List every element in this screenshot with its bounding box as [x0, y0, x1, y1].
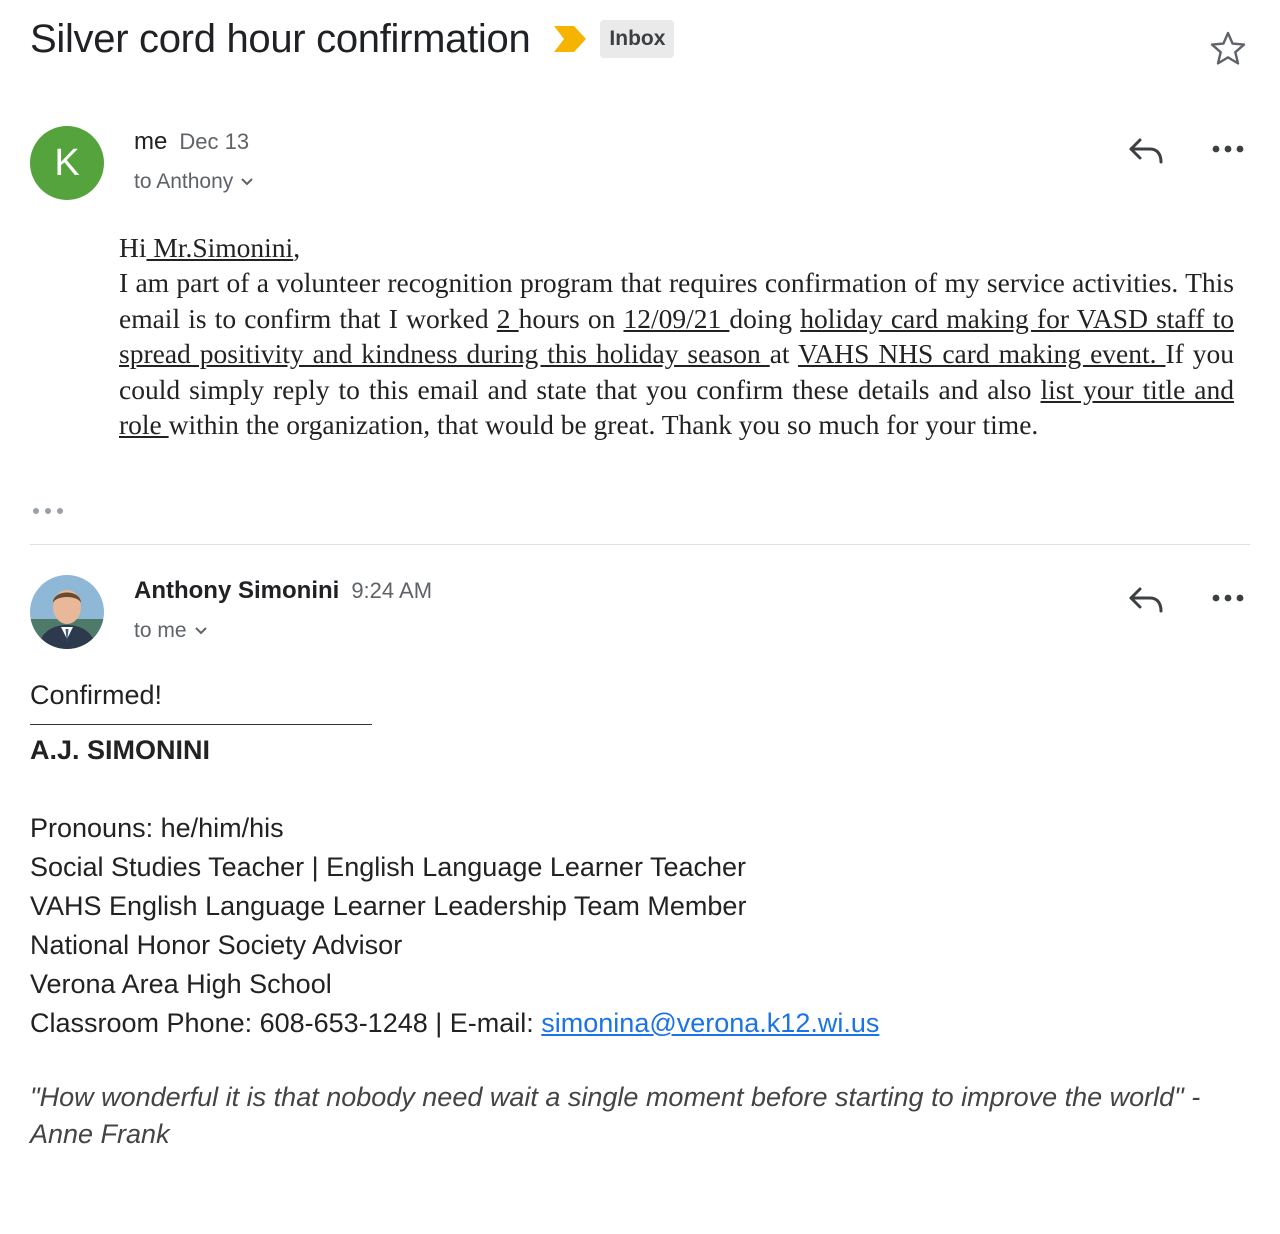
inbox-label-badge[interactable]: Inbox	[600, 20, 674, 58]
signature-school: Verona Area High School	[30, 969, 332, 999]
star-icon[interactable]	[1208, 29, 1248, 69]
reply-text: Confirmed!	[30, 680, 163, 710]
reply-icon[interactable]	[1126, 134, 1166, 168]
signature-title: National Honor Society Advisor	[30, 930, 403, 960]
signature-pronouns: Pronouns: he/him/his	[30, 813, 284, 843]
signature-details	[30, 809, 1250, 1043]
avatar[interactable]: K	[30, 126, 104, 200]
recipients-toggle[interactable]	[134, 619, 209, 643]
sender-name[interactable]: Anthony Simonini	[134, 577, 340, 604]
message-header-1[interactable]	[0, 126, 1280, 206]
importance-marker-icon[interactable]	[552, 24, 588, 54]
signature-title: VAHS English Language Learner Leadership Team Member	[30, 891, 747, 921]
message-date: Dec 13	[179, 129, 250, 154]
sender-name[interactable]: me	[134, 128, 168, 155]
subject-row	[30, 14, 674, 64]
message-body-1	[119, 230, 1234, 442]
subject-title: Silver cord hour confirmation	[30, 16, 531, 61]
message-divider	[30, 544, 1250, 545]
hours-value: 2	[496, 302, 519, 334]
signature-contact: Classroom Phone: 608-653-1248 | E-mail: simonina@verona.k12.wi.us	[30, 1008, 880, 1038]
avatar[interactable]	[30, 575, 104, 649]
chevron-down-icon	[193, 625, 209, 637]
more-icon[interactable]	[1206, 134, 1250, 164]
message-body-2	[30, 676, 1250, 1153]
request-text: list your title and role	[119, 373, 1234, 441]
trimmed-content-icon[interactable]	[30, 502, 66, 520]
chevron-down-icon	[239, 176, 255, 188]
body-paragraph: I am part of a volunteer recognition program that requires confirmation of my service activities. This email is to confirm that I worked 2 hours on 12/09/21 doing holiday card making for VASD staff to spread positivity and kindness during this holiday season at VAHS NHS card making event. If you could simply reply to this email and state that you confirm these details and also list your title and role within the organization, that would be great. Thank you so much for your time.	[119, 267, 1235, 441]
sender-line	[134, 577, 432, 605]
more-icon[interactable]	[1206, 583, 1250, 613]
email-link[interactable]: simonina@verona.k12.wi.us	[541, 1008, 880, 1038]
event-name: VAHS NHS card making event.	[798, 338, 1166, 370]
signature-quote: "How wonderful it is that nobody need wait a single moment before starting to improve the world" - Anne Frank	[30, 1082, 1201, 1149]
signature-divider	[30, 724, 372, 725]
activity-date: 12/09/21	[623, 302, 730, 334]
message-date: 9:24 AM	[351, 578, 433, 603]
recipients-text: to me	[134, 619, 187, 642]
signature-title: Social Studies Teacher | English Language Learner Teacher	[30, 852, 747, 882]
reply-icon[interactable]	[1126, 583, 1166, 617]
greeting: Hi Mr.Simonini,	[119, 232, 301, 263]
message-header-2[interactable]	[0, 575, 1280, 655]
sender-line	[134, 128, 249, 156]
recipients-text: to Anthony	[134, 170, 234, 193]
signature-name: A.J. SIMONINI	[30, 735, 211, 765]
recipients-toggle[interactable]	[134, 170, 255, 194]
activity-description: holiday card making for VASD staff to spread positivity and kindness during this holiday season	[119, 302, 1234, 370]
